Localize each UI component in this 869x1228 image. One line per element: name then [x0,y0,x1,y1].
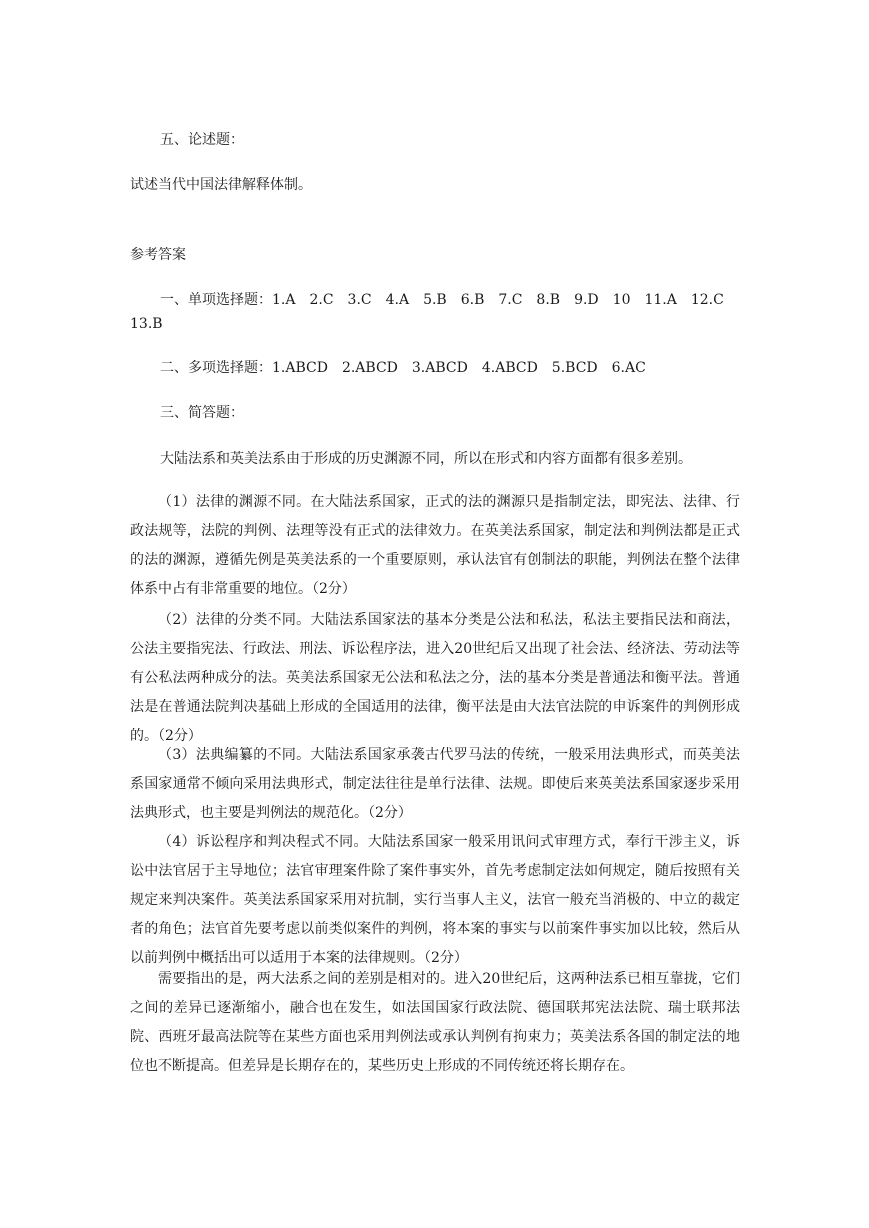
section5-question: 试述当代中国法律解释体制。 [130,177,312,193]
answers-title: 参考答案 [130,247,186,263]
multi-choice-answers: 二、多项选择题：1.ABCD 2.ABCD 3.ABCD 4.ABCD 5.BCD 6.AC [160,360,646,376]
answer-point-3: （3）法典编纂的不同。大陆法系国家承袭古代罗马法的传统，一般采用法典形式，而英美法系国家通常不倾向采用法典形式，制定法往往是单行法律、法规。即使后来英美法系国家逐步采用法典形式，也主要是判例法的规范化。（2分） [130,747,740,821]
answer-point-4: （4）诉讼程序和判决程式不同。大陆法系国家一般采用讯问式审理方式，奉行干涉主义，诉讼中法官居于主导地位；法官审理案件除了案件事实外，首先考虑制定法如何规定，随后按照有关规定来判决案件。英美法系国家采用对抗制，实行当事人主义，法官一般充当消极的、中立的裁定者的角色；法官首先要考虑以前类似案件的判例，将本案的事实与以前案件事实加以比较，然后从以前判例中概括出可以适用于本案的法律规则。（2分） [130,834,740,966]
short-answer-intro: 大陆法系和英美法系由于形成的历史渊源不同，所以在形式和内容方面都有很多差别。 [160,451,692,467]
single-choice-answers: 一、单项选择题：1.A 2.C 3.C 4.A 5.B 6.B 7.C 8.B 9.D 10 11.A 12.C [160,292,724,308]
single-choice-answers-continued: 13.B [130,316,163,332]
answer-conclusion: 需要指出的是，两大法系之间的差别是相对的。进入20世纪后，这两种法系已相互靠拢，它们之间的差异已逐渐缩小，融合也在发生，如法国国家行政法院、德国联邦宪法法院、瑞士联邦法院、西班牙最高法院等在某些方面也采用判例法或承认判例有拘束力；英美法系各国的制定法的地位也不断提高。但差异是长期存在的，某些历史上形成的不同传统还将长期存在。 [130,971,740,1074]
section5-heading: 五、论述题： [160,132,244,148]
short-answer-heading: 三、简答题： [160,405,244,421]
answer-point-2: （2）法律的分类不同。大陆法系国家法的基本分类是公法和私法，私法主要指民法和商法，公法主要指宪法、行政法、刑法、诉讼程序法，进入20世纪后又出现了社会法、经济法、劳动法等有公私法两种成分的法。英美法系国家无公法和私法之分，法的基本分类是普通法和衡平法。普通法是在普通法院判决基础上形成的全国适用的法律，衡平法是由大法官法院的申诉案件的判例形成的。（2分） [130,612,740,744]
answer-point-1: （1）法律的渊源不同。在大陆法系国家，正式的法的渊源只是指制定法，即宪法、法律、行政法规等，法院的判例、法理等没有正式的法律效力。在英美法系国家，制定法和判例法都是正式的法的渊源，遵循先例是英美法系的一个重要原则，承认法官有创制法的职能，判例法在整个法律体系中占有非常重要的地位。（2分） [130,494,740,597]
